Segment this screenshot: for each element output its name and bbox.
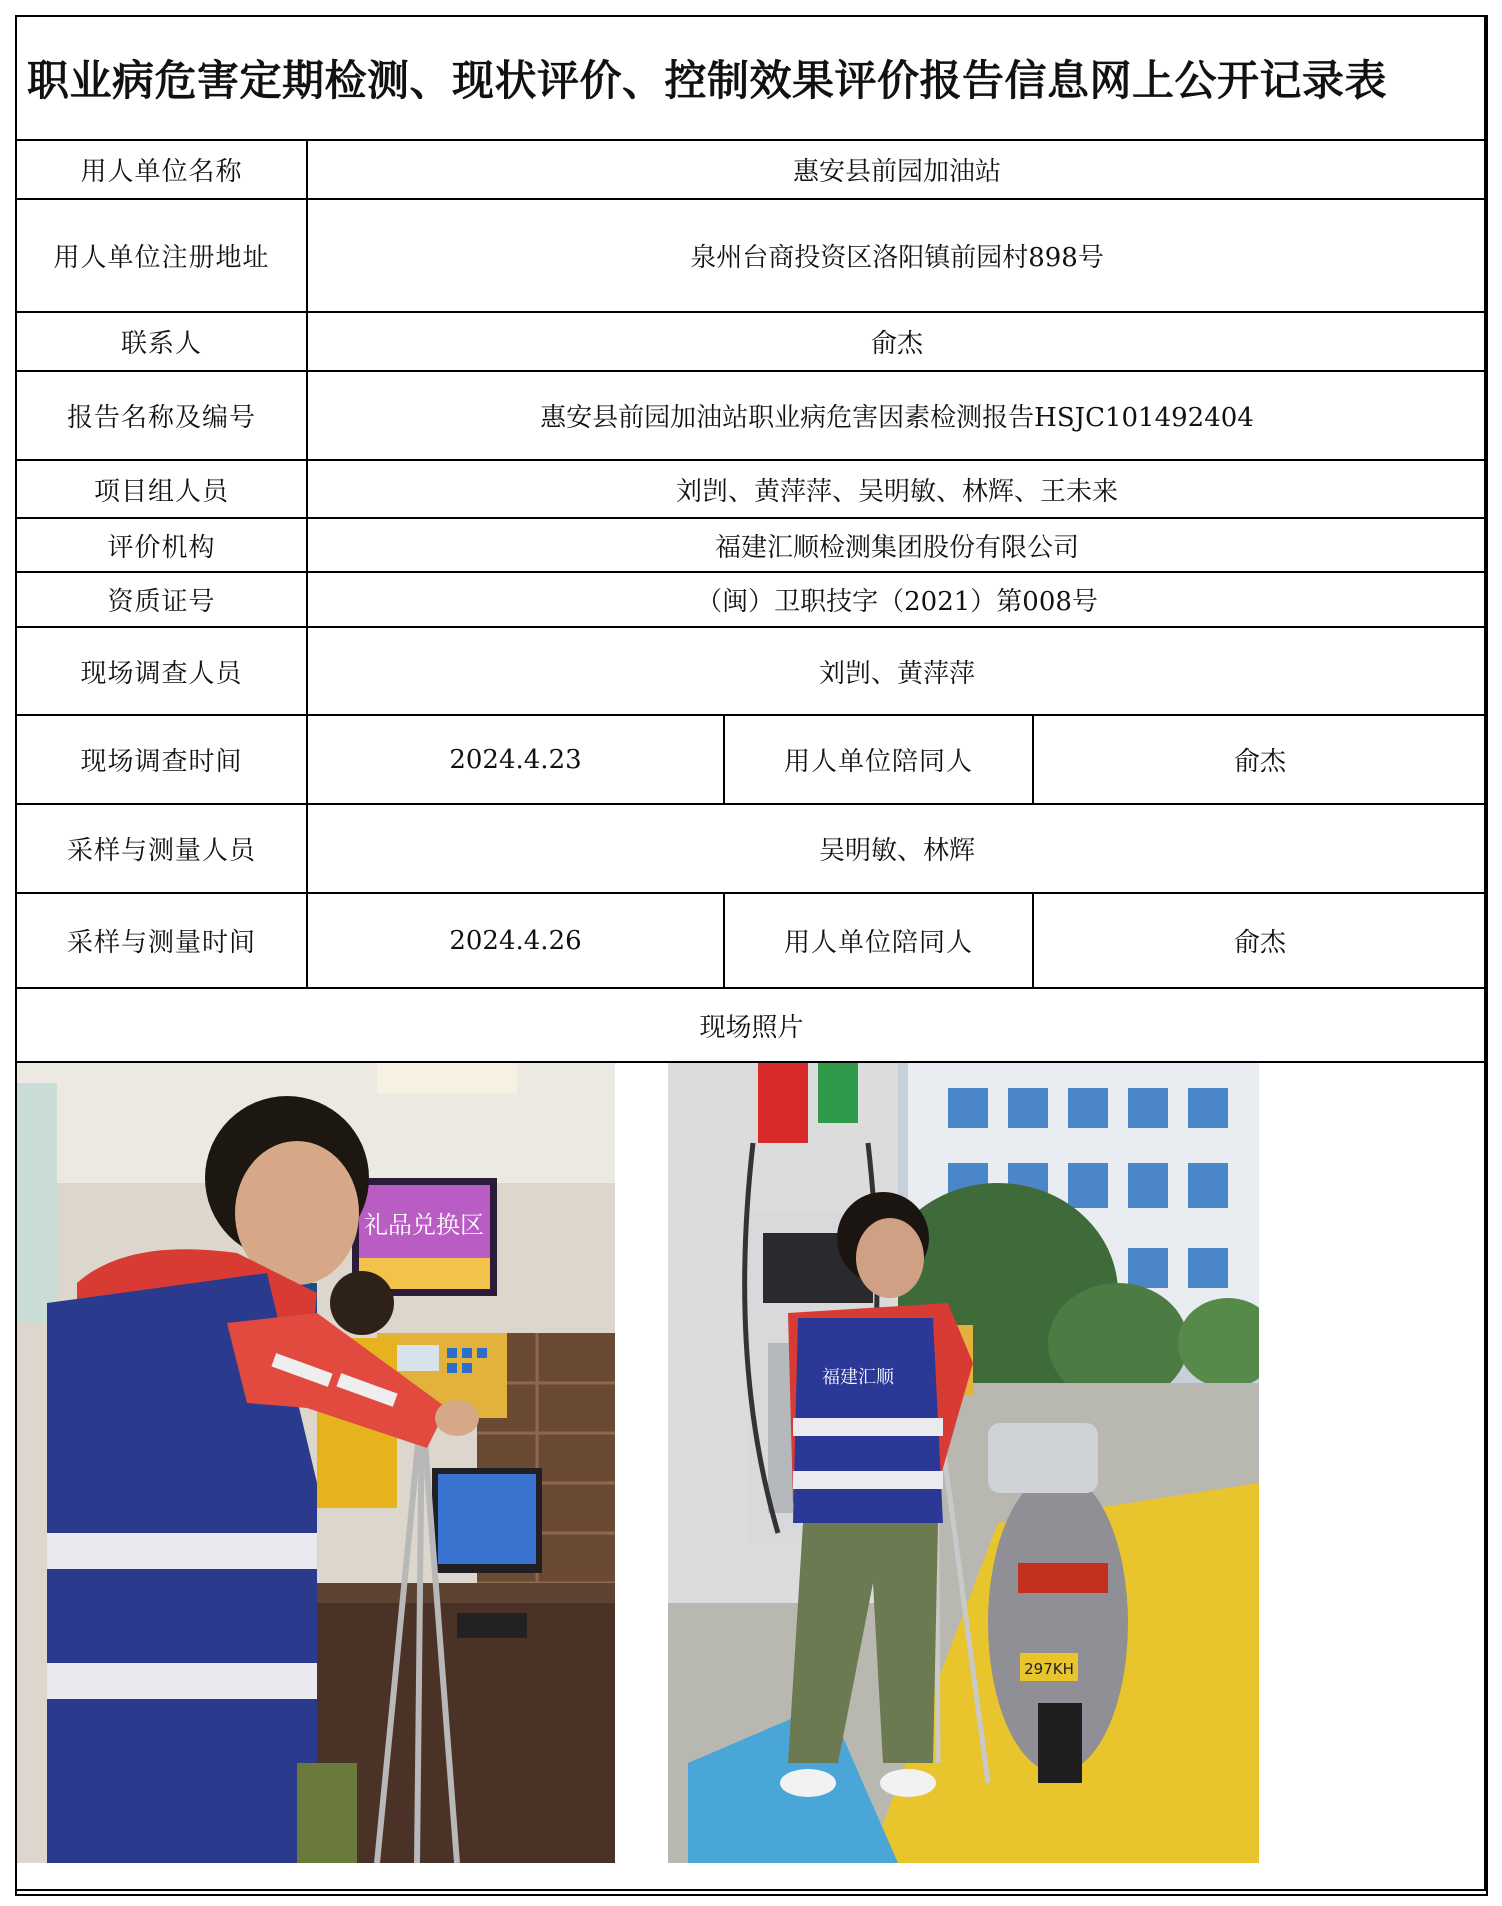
sampling-staff-value: 吴明敏、林辉 bbox=[307, 804, 1487, 893]
photos-cell bbox=[16, 1062, 1487, 1895]
employer-name-label: 用人单位名称 bbox=[16, 140, 307, 199]
agency-value: 福建汇顺检测集团股份有限公司 bbox=[307, 518, 1487, 572]
record-sheet bbox=[15, 15, 1486, 1891]
site-photo-outdoor bbox=[668, 1063, 1259, 1863]
survey-companion-value: 俞杰 bbox=[1033, 715, 1487, 804]
vest-text: 福建汇顺 bbox=[822, 1367, 894, 1388]
survey-staff-label: 现场调查人员 bbox=[16, 627, 307, 715]
site-photo-indoor bbox=[17, 1063, 615, 1863]
record-table bbox=[15, 15, 1488, 1896]
team-value: 刘剀、黄萍萍、吴明敏、林辉、王未来 bbox=[307, 460, 1487, 518]
employer-address-label: 用人单位注册地址 bbox=[16, 199, 307, 312]
contact-value: 俞杰 bbox=[307, 312, 1487, 371]
sampling-companion-label: 用人单位陪同人 bbox=[724, 893, 1033, 988]
report-value: 惠安县前园加油站职业病危害因素检测报告HSJC101492404 bbox=[307, 371, 1487, 460]
agency-label: 评价机构 bbox=[16, 518, 307, 572]
survey-time-value: 2024.4.23 bbox=[307, 715, 724, 804]
report-label: 报告名称及编号 bbox=[16, 371, 307, 460]
sampling-time-label: 采样与测量时间 bbox=[16, 893, 307, 988]
survey-time-label: 现场调查时间 bbox=[16, 715, 307, 804]
sign-text: 礼品兑换区 bbox=[364, 1211, 484, 1239]
survey-companion-label: 用人单位陪同人 bbox=[724, 715, 1033, 804]
sampling-time-value: 2024.4.26 bbox=[307, 893, 724, 988]
survey-staff-value: 刘剀、黄萍萍 bbox=[307, 627, 1487, 715]
qualification-label: 资质证号 bbox=[16, 572, 307, 627]
employer-address-value: 泉州台商投资区洛阳镇前园村898号 bbox=[307, 199, 1487, 312]
photos-heading: 现场照片 bbox=[16, 988, 1487, 1062]
team-label: 项目组人员 bbox=[16, 460, 307, 518]
page-title: 职业病危害定期检测、现状评价、控制效果评价报告信息网上公开记录表 bbox=[16, 16, 1487, 140]
sampling-staff-label: 采样与测量人员 bbox=[16, 804, 307, 893]
employer-name-value: 惠安县前园加油站 bbox=[307, 140, 1487, 199]
contact-label: 联系人 bbox=[16, 312, 307, 371]
sampling-companion-value: 俞杰 bbox=[1033, 893, 1487, 988]
qualification-value: （闽）卫职技字（2021）第008号 bbox=[307, 572, 1487, 627]
plate-text: 297KH bbox=[1024, 1660, 1074, 1678]
